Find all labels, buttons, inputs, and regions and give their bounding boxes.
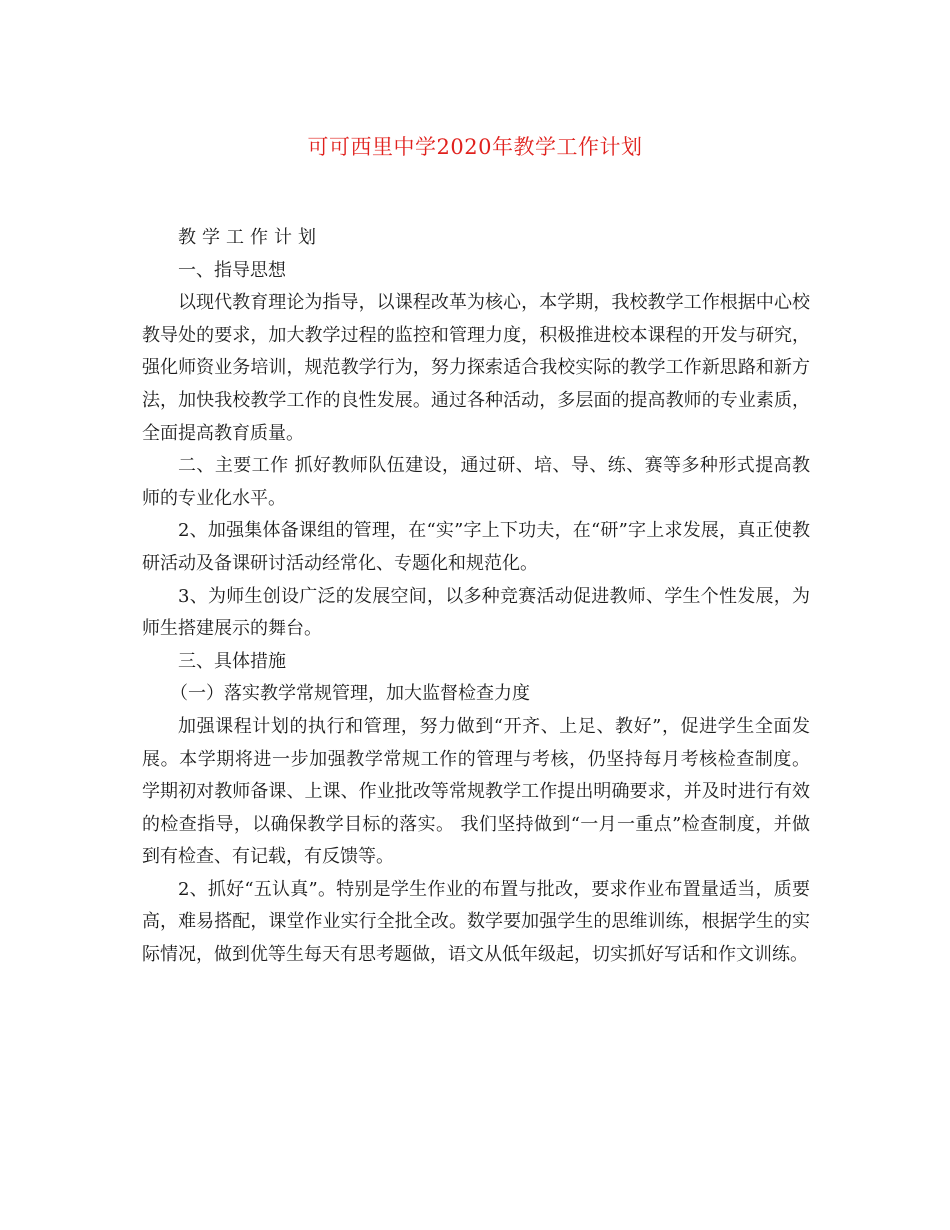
paragraph-item-3: 3、为师生创设广泛的发展空间，以多种竞赛活动促进教师、学生个性发展，为师生搭建展示的舞台。	[142, 585, 810, 640]
paragraph-curriculum-plan: 加强课程计划的执行和管理，努力做到“开齐、上足、教好”，促进学生全面发展。本学期将进一步加强教学常规工作的管理与考核，仍坚持每月考核检查制度。 学期初对教师备课、上课、作业批改等常规教学工作提出明确要求，并及时进行有效的检查指导，以确保教学目标的落实。 我们坚持做到“一月一重点”检查制度，并做到有检查、有记载，有反馈等。	[142, 715, 810, 868]
subsection-heading-routine-management: （一）落实教学常规管理，加大监督检查力度	[170, 683, 530, 705]
paragraph-guiding-ideology: 以现代教育理论为指导，以课程改革为核心，本学期，我校教学工作根据中心校教导处的要求，加大教学过程的监控和管理力度，积极推进校本课程的开发与研究，强化师资业务培训，规范教学行为，努力探索适合我校实际的教学工作新思路和新方法，加快我校教学工作的良性发展。通过各种活动，多层面的提高教师的专业素质，全面提高教育质量。	[142, 292, 810, 444]
section-heading-plan: 教学工作计划	[178, 227, 322, 248]
document-title: 可可西里中学2020年教学工作计划	[307, 135, 643, 159]
document-body	[142, 222, 810, 972]
paragraph-five-earnest: 2、抓好“五认真”。特别是学生作业的布置与批改，要求作业布置量适当，质要高，难易搭配，课堂作业实行全批全改。数学要加强学生的思维训练，根据学生的实际情况，做到优等生每天有思考题做，语文从低年级起，切实抓好写话和作文训练。	[142, 878, 810, 966]
paragraph-main-work: 二、主要工作 抓好教师队伍建设，通过研、培、导、练、赛等多种形式提高教师的专业化水平。	[142, 455, 810, 509]
paragraph-item-2: 2、加强集体备课组的管理，在“实”字上下功夫，在“研”字上求发展，真正使教研活动及备课研讨活动经常化、专题化和规范化。	[142, 520, 810, 574]
section-heading-guiding-ideology: 一、指导思想	[178, 259, 286, 281]
section-heading-measures: 三、具体措施	[178, 650, 286, 672]
